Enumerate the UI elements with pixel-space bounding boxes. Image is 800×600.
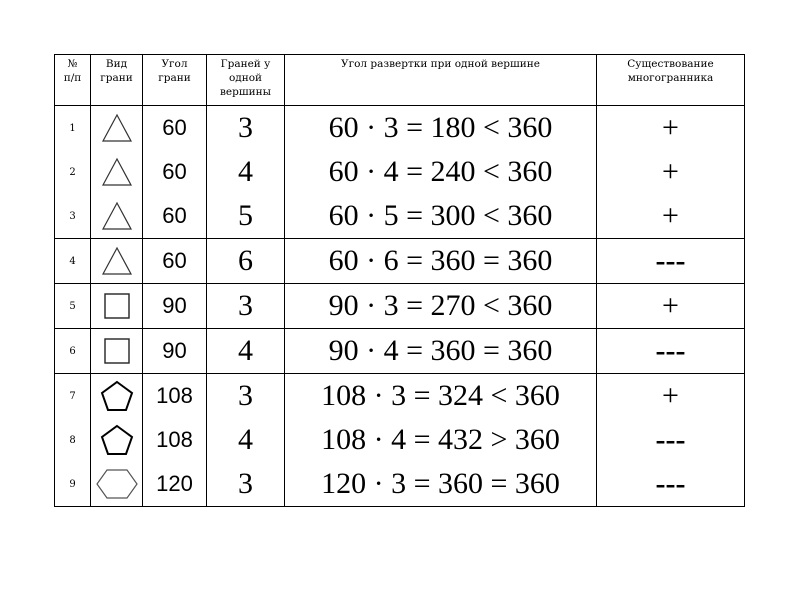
face-angle: 108	[143, 418, 207, 462]
existence-mark: +	[597, 194, 745, 239]
existence-mark: +	[597, 284, 745, 329]
table-row	[55, 284, 745, 329]
angle-sum-calc: 120 · 3 = 360 = 360	[285, 462, 597, 507]
existence-mark: ---	[597, 418, 745, 462]
pentagon-icon	[91, 418, 143, 462]
faces-count: 5	[207, 194, 285, 239]
table-body	[55, 106, 745, 507]
header-sum-angle: Угол развертки при одной вершине	[285, 55, 597, 106]
face-angle: 60	[143, 194, 207, 239]
header-existence: Существование многогранника	[597, 55, 745, 106]
face-angle: 108	[143, 374, 207, 419]
table-row	[55, 194, 745, 239]
angle-sum-calc: 90 · 4 = 360 = 360	[285, 329, 597, 374]
row-number: 5	[55, 284, 91, 329]
faces-count: 3	[207, 106, 285, 151]
triangle-icon	[91, 239, 143, 284]
row-number: 3	[55, 194, 91, 239]
faces-count: 3	[207, 374, 285, 419]
pentagon-icon	[91, 374, 143, 419]
faces-count: 4	[207, 418, 285, 462]
face-angle: 60	[143, 150, 207, 194]
row-number: 4	[55, 239, 91, 284]
face-angle: 60	[143, 106, 207, 151]
row-number: 7	[55, 374, 91, 419]
hexagon-icon	[91, 462, 143, 507]
face-angle: 90	[143, 329, 207, 374]
row-number: 8	[55, 418, 91, 462]
table-row	[55, 106, 745, 151]
angle-sum-calc: 108 · 3 = 324 < 360	[285, 374, 597, 419]
existence-mark: +	[597, 150, 745, 194]
row-number: 6	[55, 329, 91, 374]
square-icon	[91, 284, 143, 329]
angle-sum-calc: 90 · 3 = 270 < 360	[285, 284, 597, 329]
face-angle: 60	[143, 239, 207, 284]
angle-sum-calc: 60 · 6 = 360 = 360	[285, 239, 597, 284]
faces-count: 4	[207, 329, 285, 374]
table-row	[55, 462, 745, 507]
square-icon	[91, 329, 143, 374]
existence-mark: +	[597, 374, 745, 419]
faces-count: 4	[207, 150, 285, 194]
table-row	[55, 239, 745, 284]
existence-mark: ---	[597, 462, 745, 507]
triangle-icon	[91, 150, 143, 194]
faces-count: 3	[207, 284, 285, 329]
faces-count: 3	[207, 462, 285, 507]
table-row	[55, 374, 745, 419]
row-number: 9	[55, 462, 91, 507]
angle-sum-calc: 60 · 5 = 300 < 360	[285, 194, 597, 239]
table-row	[55, 329, 745, 374]
table-row	[55, 418, 745, 462]
angle-sum-calc: 60 · 4 = 240 < 360	[285, 150, 597, 194]
triangle-icon	[91, 194, 143, 239]
header-faces-at-vertex: Граней у одной вершины	[207, 55, 285, 106]
faces-count: 6	[207, 239, 285, 284]
triangle-icon	[91, 106, 143, 151]
row-number: 2	[55, 150, 91, 194]
header-num: № п/п	[55, 55, 91, 106]
angle-sum-calc: 60 · 3 = 180 < 360	[285, 106, 597, 151]
existence-mark: +	[597, 106, 745, 151]
angle-sum-calc: 108 · 4 = 432 > 360	[285, 418, 597, 462]
face-angle: 120	[143, 462, 207, 507]
existence-mark: ---	[597, 329, 745, 374]
table-row	[55, 150, 745, 194]
header-row	[55, 55, 745, 106]
face-angle: 90	[143, 284, 207, 329]
polyhedra-table	[54, 54, 745, 507]
existence-mark: ---	[597, 239, 745, 284]
header-face-type: Вид грани	[91, 55, 143, 106]
header-face-angle: Угол грани	[143, 55, 207, 106]
row-number: 1	[55, 106, 91, 151]
